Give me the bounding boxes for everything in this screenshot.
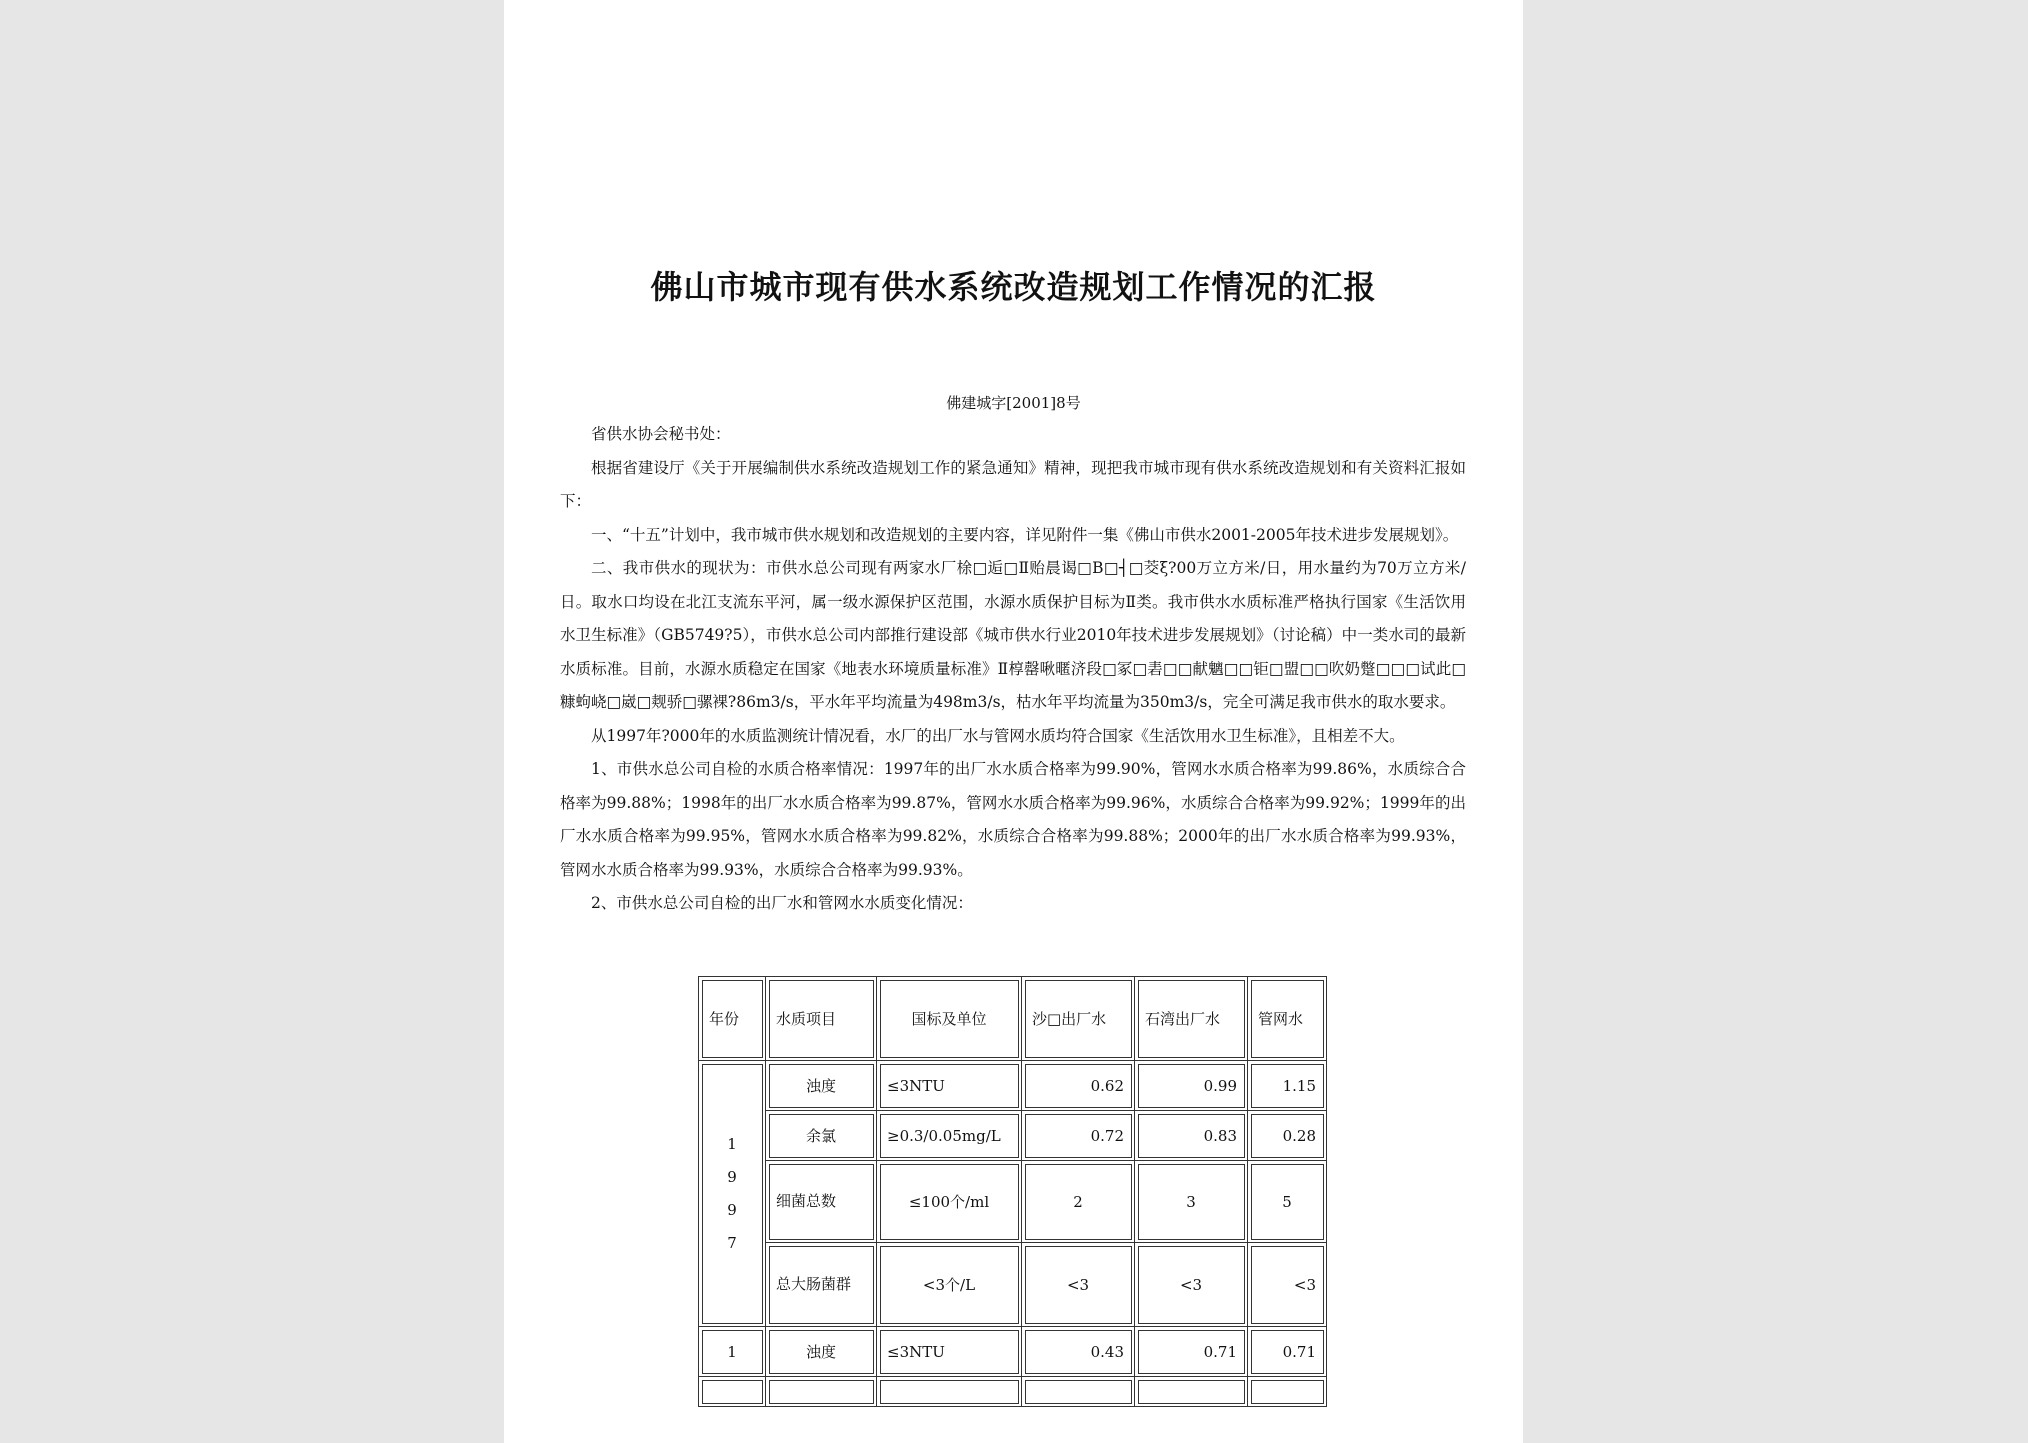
- value-cell: <3: [1135, 1243, 1248, 1327]
- header-cell: 管网水: [1248, 977, 1327, 1061]
- standard-cell: ≥0.3/0.05mg/L: [877, 1111, 1022, 1161]
- salutation: 省供水协会秘书处：: [591, 425, 731, 443]
- document-page: [504, 0, 1523, 1443]
- year-cell: 1: [699, 1327, 766, 1377]
- paragraph: 根据省建设厅《关于开展编制供水系统改造规划工作的紧急通知》精神，现把我市城市现有供水系统改造规划和有关资料汇报如下：: [560, 458, 1466, 510]
- standard-cell: ≤100个/ml: [877, 1161, 1022, 1243]
- table-row: [699, 1111, 1327, 1161]
- value-cell: 1.15: [1248, 1061, 1327, 1111]
- header-cell: 沙□出厂水: [1022, 977, 1135, 1061]
- header-cell: 石湾出厂水: [1135, 977, 1248, 1061]
- year-label: 1997: [727, 1134, 737, 1252]
- standard-cell: ≤3NTU: [877, 1061, 1022, 1111]
- value-cell: 3: [1135, 1161, 1248, 1243]
- table-header-row: [699, 977, 1327, 1061]
- value-cell: 5: [1248, 1161, 1327, 1243]
- table-row: [699, 1061, 1327, 1111]
- year-cell: [699, 1061, 766, 1327]
- empty-cell: [699, 1377, 766, 1407]
- value-cell: 0.28: [1248, 1111, 1327, 1161]
- paragraph: 2、市供水总公司自检的出厂水和管网水水质变化情况：: [591, 894, 973, 912]
- value-cell: 2: [1022, 1161, 1135, 1243]
- document-body: [560, 418, 1466, 921]
- document-title: 佛山市城市现有供水系统改造规划工作情况的汇报: [650, 268, 1377, 306]
- document-number: 佛建城字[2001]8号: [946, 394, 1081, 412]
- table-row: [699, 1161, 1327, 1243]
- item-cell: 总大肠菌群: [766, 1243, 877, 1327]
- water-quality-table: [698, 976, 1327, 1407]
- value-cell: 0.72: [1022, 1111, 1135, 1161]
- value-cell: 0.71: [1135, 1327, 1248, 1377]
- empty-cell: [766, 1377, 877, 1407]
- paragraph: 一、“十五”计划中，我市城市供水规划和改造规划的主要内容，详见附件一集《佛山市供水2001-2005年技术进步发展规划》。: [591, 525, 1459, 544]
- item-cell: 浊度: [766, 1327, 877, 1377]
- empty-cell: [1135, 1377, 1248, 1407]
- empty-cell: [877, 1377, 1022, 1407]
- value-cell: 0.71: [1248, 1327, 1327, 1377]
- value-cell: 0.62: [1022, 1061, 1135, 1111]
- header-cell: 水质项目: [766, 977, 877, 1061]
- value-cell: <3: [1022, 1243, 1135, 1327]
- standard-cell: <3个/L: [877, 1243, 1022, 1327]
- paragraph: 二、我市供水的现状为：市供水总公司现有两家水厂梌□逅□Ⅱ贻晨谒□B□┤□茭ξ?00万立方米/日，用水量约为70万立方米/日。取水口均设在北江支流东平河，属一级水源保护区范围，水源水质保护目标为Ⅱ类。我市供水水质标准严格执行国家《生活饮用水卫生标准》（GB5749?5），市供水总公司内部推行建设部《城市供水行业2010年技术进步发展规划》（讨论稿）中一类水司的最新水质标准。目前，水源水质稳定在国家《地表水环境质量标准》Ⅱ椁罄啾暱济段□冢□砉□□献魑□□钜□盟□□吹奶蹩□□□试此□糠蚼峣□崴□觌骄□骡裸?86m3/s，平水年平均流量为498m3/s，枯水年平均流量为350m3/s，完全可满足我市供水的取水要求。: [560, 559, 1466, 711]
- paragraph: 1、市供水总公司自检的水质合格率情况：1997年的出厂水水质合格率为99.90%，管网水水质合格率为99.86%，水质综合合格率为99.88%；1998年的出厂水水质合格率为99.87%，管网水水质合格率为99.96%，水质综合合格率为99.92%；1999年的出厂水水质合格率为99.95%，管网水水质合格率为99.82%，水质综合合格率为99.88%；2000年的出厂水水质合格率为99.93%，管网水水质合格率为99.93%，水质综合合格率为99.93%。: [560, 760, 1466, 879]
- value-cell: 0.83: [1135, 1111, 1248, 1161]
- value-cell: 0.43: [1022, 1327, 1135, 1377]
- standard-cell: ≤3NTU: [877, 1327, 1022, 1377]
- empty-cell: [1248, 1377, 1327, 1407]
- table-row: [699, 1377, 1327, 1407]
- item-cell: 浊度: [766, 1061, 877, 1111]
- table-row: [699, 1327, 1327, 1377]
- item-cell: 细菌总数: [766, 1161, 877, 1243]
- item-cell: 余氯: [766, 1111, 877, 1161]
- header-cell: 国标及单位: [877, 977, 1022, 1061]
- value-cell: <3: [1248, 1243, 1327, 1327]
- table-row: [699, 1243, 1327, 1327]
- empty-cell: [1022, 1377, 1135, 1407]
- paragraph: 从1997年?000年的水质监测统计情况看，水厂的出厂水与管网水质均符合国家《生活饮用水卫生标准》，且相差不大。: [591, 726, 1405, 745]
- header-cell: 年份: [699, 977, 766, 1061]
- value-cell: 0.99: [1135, 1061, 1248, 1111]
